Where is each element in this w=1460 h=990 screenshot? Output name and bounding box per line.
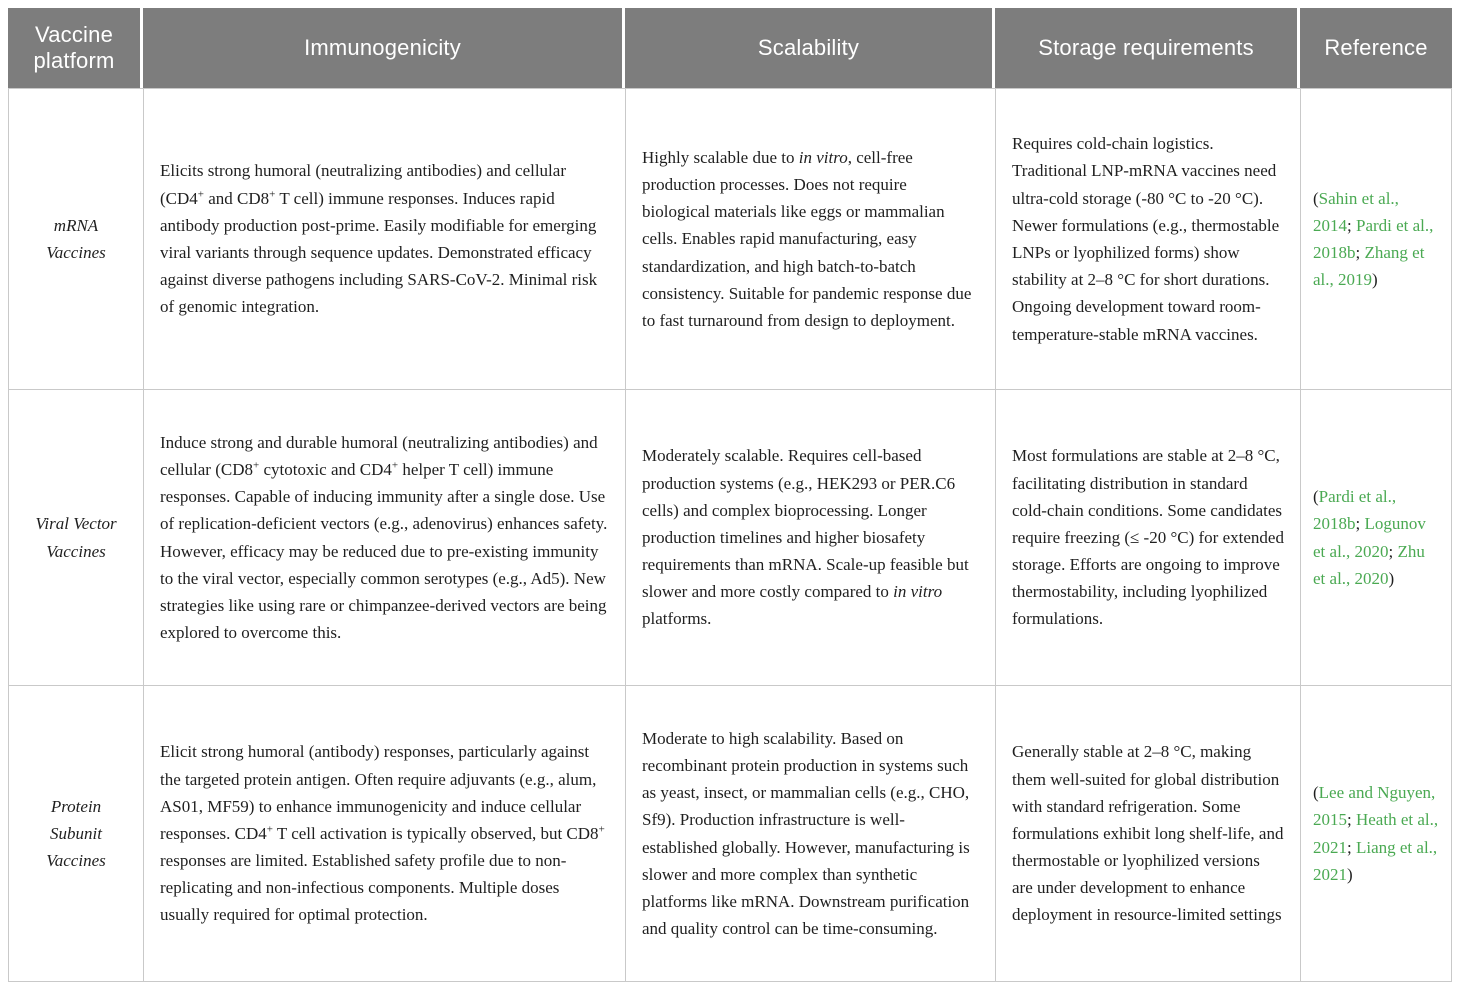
column-header-immunogenicity: Immunogenicity [143,8,625,88]
text-run: helper T cell) immune responses. Capable of inducing immunity after a single dose. Use of replication-deficient vectors (e.g., adenovirus) enhances safety. However, efficacy may be reduced due to pre-existing immunity to the viral vector, especially common serotypes (e.g., Ad5). New strategies like using rare or chimpanzee-derived vectors are being explored to overcome this. [160,459,608,643]
cell-reference-mrna [1300,88,1452,390]
text-run: and CD8 [204,188,270,208]
cell-scalability-protein-subunit [625,686,995,982]
citation-link[interactable]: Zhu et al., 2020 [1313,541,1425,588]
text-run: ; [1347,810,1356,830]
column-header-scalability: Scalability [625,8,995,88]
cell-platform-protein-subunit: Protein Subunit Vaccines [8,686,143,982]
superscript-text: + [197,187,204,200]
text-run: , cell-free production processes. Does not require biological materials like eggs or mammalian cells. Enables rapid manufacturing, easy standardization, and high batch-to-batch consistency. Suitable for pandemic response due to fast turnaround from design to deployment. [642,147,972,330]
text-run: platforms. [642,609,712,629]
text-run: cytotoxic and CD4 [259,459,392,479]
text-run: ( [1313,487,1319,507]
column-header-storage-requirements: Storage requirements [995,8,1300,88]
text-run: ; [1347,837,1356,857]
cell-storage-mrna [995,88,1300,390]
text-run: Most formulations are stable at 2–8 °C, facilitating distribution in standard cold-chain conditions. Some candidates require freezing (≤ -20 °C) for extended storage. Efforts are ongoing to improve thermostability, including lyophilized formulations. [1012,446,1284,629]
italic-text: in vitro [798,147,848,167]
cell-platform-mrna: mRNA Vaccines [8,88,143,390]
vaccine-platform-table [8,8,1452,982]
text-run: Generally stable at 2–8 °C, making them well-suited for global distribution with standard refrigeration. Some formulations exhibit long shelf-life, and thermostable or lyophilized versions are under development to enhance deployment in resource-limited settings [1012,742,1284,925]
cell-storage-protein-subunit [995,686,1300,982]
superscript-text: + [269,187,276,200]
italic-text: in vitro [893,582,943,602]
text-run: Elicits strong humoral (neutralizing antibodies) and cellular (CD4 [160,161,566,208]
text-run: Induce strong and durable humoral (neutralizing antibodies) and cellular (CD8 [160,432,598,479]
cell-scalability-mrna [625,88,995,390]
text-run: ; [1355,514,1365,534]
cell-storage-viral-vector [995,390,1300,686]
text-run: ) [1347,864,1353,884]
citation-link[interactable]: Zhang et al., 2019 [1313,243,1425,290]
cell-immunogenicity-mrna [143,88,625,390]
citation-link[interactable]: Pardi et al., 2018b [1313,215,1434,262]
text-run: Elicit strong humoral (antibody) responses, particularly against the targeted protein antigen. Often require adjuvants (e.g., alum, AS01, MF59) to enhance immunogenicity and induce cellular responses. CD4 [160,742,597,843]
citation-link[interactable]: Liang et al., 2021 [1313,837,1438,884]
text-run: ) [1388,568,1395,588]
superscript-text: + [253,459,260,472]
cell-reference-viral-vector [1300,390,1452,686]
header-row [8,8,1452,88]
text-run: ; [1347,215,1356,235]
citation-link[interactable]: Logunov et al., 2020 [1313,514,1426,561]
table-row-mrna-vaccines [8,88,1452,390]
text-run: ) [1372,270,1378,290]
superscript-text: + [598,823,605,836]
text-run: Moderately scalable. Requires cell-based production systems (e.g., HEK293 or PER.C6 cells) and complex bioprocessing. Longer production timelines and higher biosafety requirements than mRNA. Scale-up feasible but slower and more costly compared to [642,446,969,602]
text-run: T cell activation is typically observed, but CD8 [272,823,599,843]
cell-platform-viral-vector: Viral Vector Vaccines [8,390,143,686]
superscript-text: + [391,459,399,472]
text-run: ; [1355,243,1365,262]
cell-immunogenicity-viral-vector [143,390,625,686]
text-run: ( [1313,188,1319,208]
citation-link[interactable]: Sahin et al., 2014 [1313,188,1399,235]
cell-immunogenicity-protein-subunit [143,686,625,982]
text-run: Requires cold-chain logistics. Traditional LNP-mRNA vaccines need ultra-cold storage (-80 °C to -20 °C). Newer formulations (e.g., thermostable LNPs or lyophilized forms) show stability at 2–8 °C for short durations. Ongoing development toward room-temperature-stable mRNA vaccines. [1012,134,1280,344]
column-header-reference: Reference [1300,8,1452,88]
citation-link[interactable]: Heath et al., 2021 [1313,810,1439,857]
text-run: Highly scalable due to [642,147,799,167]
table-row-protein-subunit-vaccines [8,686,1452,982]
text-run: Moderate to high scalability. Based on recombinant protein production in systems such as yeast, insect, or mammalian cells (e.g., CHO, Sf9). Production infrastructure is well-established globally. However, manufacturing is slower and more complex than synthetic platforms like mRNA. Downstream purification and quality control can be time-consuming. [642,728,970,939]
text-run: ( [1313,783,1319,803]
citation-link[interactable]: Pardi et al., 2018b [1313,487,1397,534]
superscript-text: + [266,823,273,836]
text-run: T cell) immune responses. Induces rapid antibody production post-prime. Easily modifiable for emerging viral variants through sequence updates. Demonstrated efficacy against diverse pathogens including SARS-CoV-2. Minimal risk of genomic integration. [160,188,598,317]
cell-reference-protein-subunit [1300,686,1452,982]
cell-scalability-viral-vector [625,390,995,686]
text-run: responses are limited. Established safety profile due to non-replicating and non-infectious components. Multiple doses usually required for optimal protection. [160,851,567,925]
citation-link[interactable]: Lee and Nguyen, 2015 [1313,783,1436,830]
table-row-viral-vector-vaccines [8,390,1452,686]
text-run: ; [1388,541,1398,561]
column-header-vaccine-platform: Vaccine platform [8,8,143,88]
